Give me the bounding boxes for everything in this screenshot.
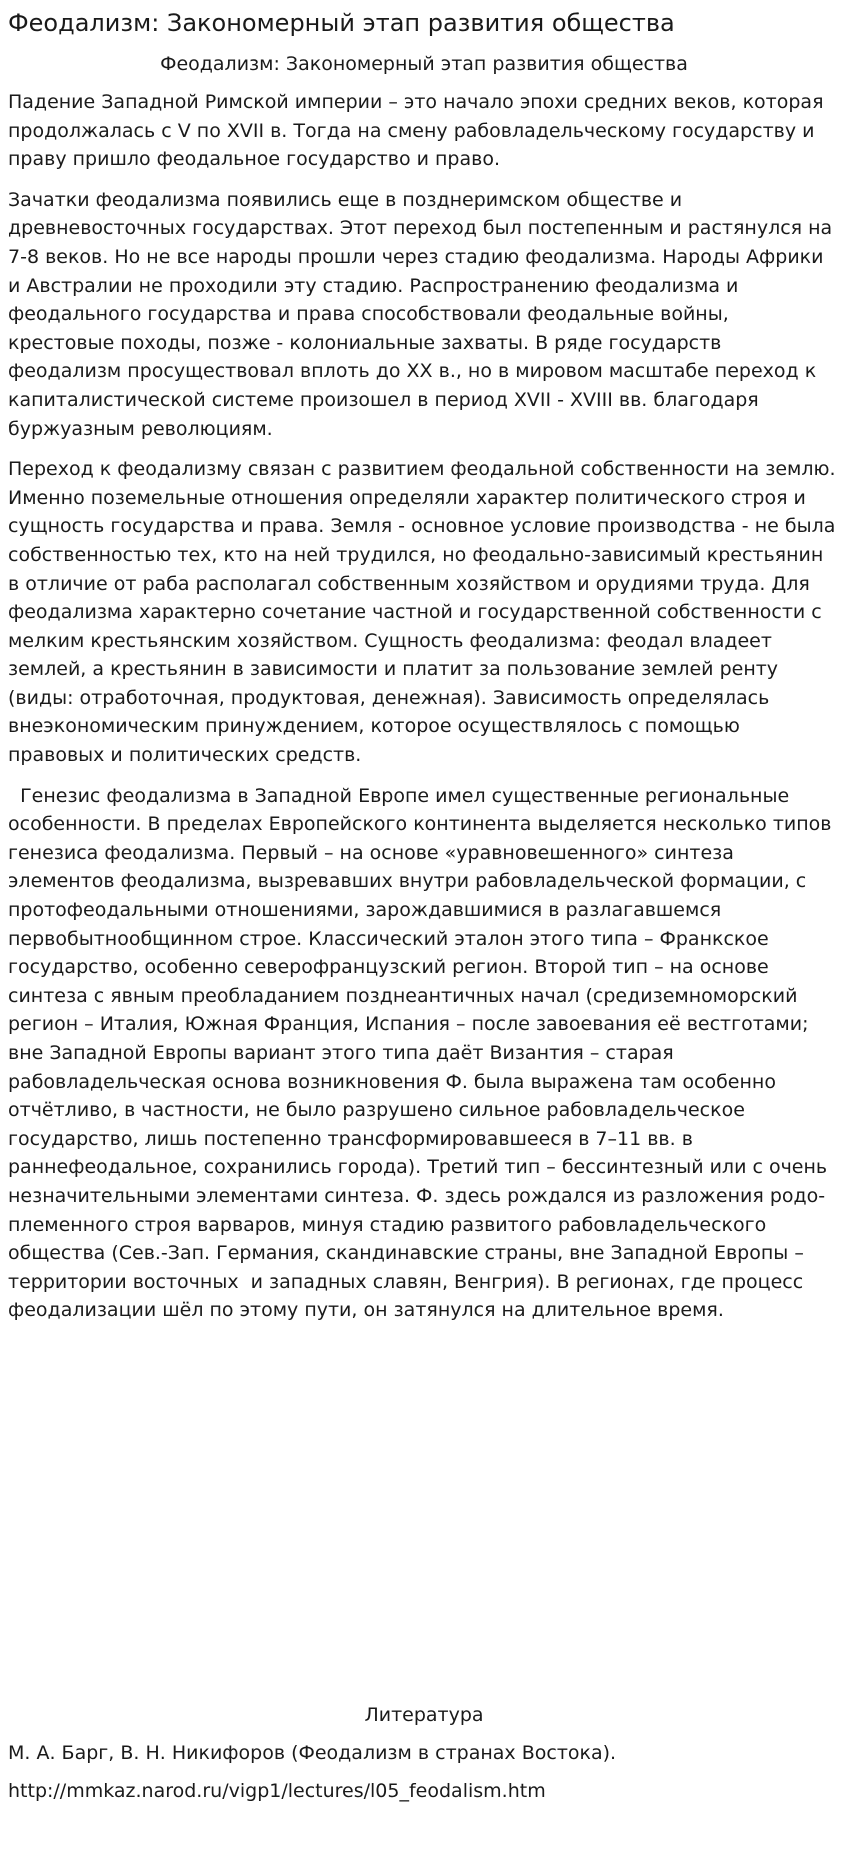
paragraph-4: Генезис феодализма в Западной Европе имел существенные региональные особенности. В пределах Европейского континента выделяется несколько типов генезиса феодализма. Первый – на основе «уравновешенного» синтеза элементов феодализма, вызревавших внутри рабовладельческой формации, с протофеодальными отношениями, зарождавшимися в разлагавшемся первобытнообщинном строе. Классический эталон этого типа – Франкское государство, особенно северофранцузский регион. Второй тип – на основе синтеза с явным преобладанием позднеантичных начал (средиземноморский регион – Италия, Южная Франция, Испания – после завоевания её вестготами; вне Западной Европы вариант этого типа даёт Византия – старая рабовладельческая основа возникновения Ф. была выражена там особенно отчётливо, в частности, не было разрушено сильное рабовладельческое государство, лишь постепенно трансформировавшееся в 7–11 вв. в раннефеодальное, сохранились города). Третий тип – бессинтезный или с очень незначительными элементами синтеза. Ф. здесь рождался из разложения родо-племенного строя варваров, минуя стадию развитого рабовладельческого общества (Сев.-Зап. Германия, скандинавские страны, вне Западной Европы – территории восточных и западных славян, Венгрия). В регионах, где процесс феодализации шёл по этому пути, он затянулся на длительное время. <box>8 784 838 1322</box>
references-section <box>8 1702 840 1804</box>
reference-item-url: http://mmkaz.narod.ru/vigp1/lectures/l05_feodalism.htm <box>8 1780 546 1802</box>
document-subtitle: Феодализм: Закономерный этап развития общества <box>160 53 688 75</box>
page-title: Феодализм: Закономерный этап развития общества <box>8 9 675 37</box>
references-heading: Литература <box>364 1704 484 1726</box>
paragraph-1: Падение Западной Римской империи – это начало эпохи средних веков, которая продолжалась с V по XVII в. Тогда на смену рабовладельческому государству и праву пришло феодальное государство и право. <box>8 91 824 171</box>
paragraph-3: Переход к феодализму связан с развитием феодальной собственности на землю. Именно поземельные отношения определяли характер политического строя и сущность государства и права. Земля - основное условие производства - не была собственностью тех, кто на ней трудился, но феодально-зависимый крестьянин в отличие от раба располагал собственным хозяйством и орудиями труда. Для феодализма характерно сочетание частной и государственной собственности с мелким крестьянским хозяйством. Сущность феодализма: феодал владеет землей, а крестьянин в зависимости и платит за пользование землей ренту (виды: отработочная, продуктовая, денежная). Зависимость определялась внеэкономическим принуждением, которое осуществлялось с помощью правовых и политических средств. <box>8 458 836 767</box>
document-page <box>8 0 840 1802</box>
reference-item-book: М. А. Барг, В. Н. Никифоров (Феодализм в странах Востока). <box>8 1742 617 1764</box>
paragraph-2: Зачатки феодализма появились еще в позднеримском обществе и древневосточных государствах. Этот переход был постепенным и растянулся на 7-8 веков. Но не все народы прошли через стадию феодализма. Народы Африки и Австралии не проходили эту стадию. Распространению феодализма и феодального государства и права способствовали феодальные войны, крестовые походы, позже - колониальные захваты. В ряде государств феодализм просуществовал вплоть до XX в., но в мировом масштабе переход к капиталистической системе произошел в период XVII - XVIII вв. благодаря буржуазным революциям. <box>8 188 833 440</box>
